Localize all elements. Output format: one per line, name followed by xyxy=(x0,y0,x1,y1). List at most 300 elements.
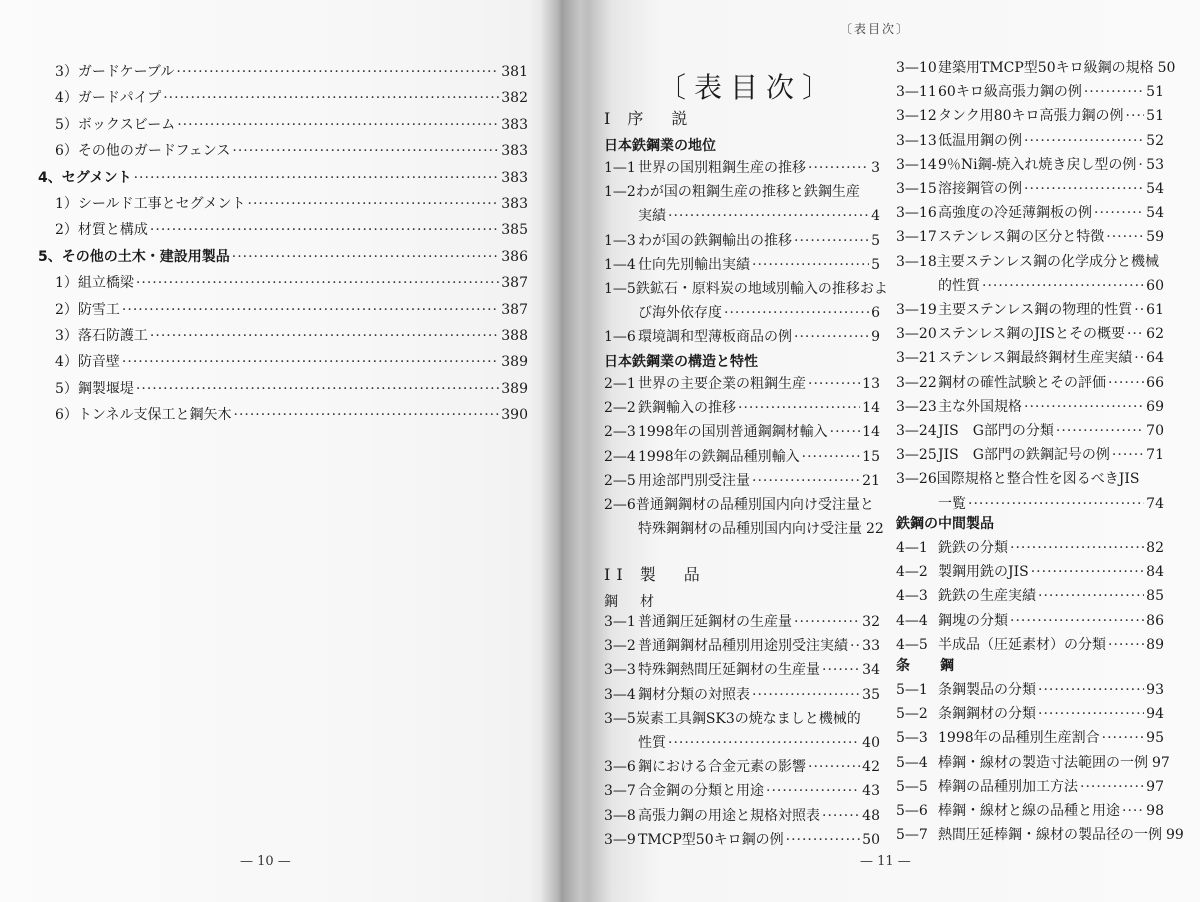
table-entry xyxy=(604,660,880,680)
table-entry-label: 1998年の品種別生産割合 xyxy=(938,730,1100,747)
table-entry-label: 鋼材の確性試験とその評価 xyxy=(938,374,1106,391)
table-entry-page: 84 xyxy=(1146,564,1164,581)
table-entry-label: 熱間圧延棒鋼・線材の製品径の一例 xyxy=(938,827,1162,844)
table-entry xyxy=(604,612,880,632)
table-entry-number: 1—4 xyxy=(604,256,636,273)
page-title: 〔表目次〕 xyxy=(658,71,839,104)
dot-leader xyxy=(1106,227,1144,247)
table-entry xyxy=(896,373,1164,393)
table-entry-label: 用途部門別受注量 xyxy=(638,472,750,489)
table-entry-page: 54 xyxy=(1146,181,1164,197)
table-entry-number: 3—13 xyxy=(896,132,937,149)
dot-leader xyxy=(234,405,500,425)
dot-leader xyxy=(850,636,860,656)
toc-entry xyxy=(55,194,528,214)
table-entry-page: 99 xyxy=(1166,827,1184,844)
dot-leader xyxy=(232,247,500,267)
table-entry-number: 5—5 xyxy=(896,778,928,795)
table-entry-number: 4—1 xyxy=(896,540,928,556)
table-entry xyxy=(896,562,1164,582)
table-entry-label: 半成品（圧延素材）の分類 xyxy=(938,636,1106,653)
dot-leader xyxy=(122,352,499,372)
table-entry-number: 5—2 xyxy=(896,706,928,723)
dot-leader xyxy=(752,255,869,275)
table-entry-label-cont: 一覧 xyxy=(938,495,966,512)
table-entry-number: 3—12 xyxy=(896,108,937,125)
dot-leader xyxy=(248,194,500,214)
toc-entry xyxy=(55,88,528,108)
table-entry-page: 50 xyxy=(1157,60,1176,76)
table-entry-number: 3—8 xyxy=(604,807,636,824)
toc-entry-page: 383 xyxy=(501,169,528,186)
table-entry-number: 3—15 xyxy=(896,181,937,197)
dot-leader xyxy=(1138,155,1144,175)
table-entry-label: 建築用TMCP型50キロ級鋼の規格 xyxy=(938,60,1154,76)
table-entry xyxy=(604,398,880,418)
toc-entry xyxy=(55,220,528,240)
table-entry xyxy=(896,777,1164,797)
toc-entry-page: 390 xyxy=(501,407,528,424)
table-entry-label: 炭素工具鋼SK3の焼なましと機械的 xyxy=(635,710,861,727)
table-entry-page: 13 xyxy=(862,376,880,392)
table-entry xyxy=(896,397,1164,417)
table-entry-page: 97 xyxy=(1152,754,1170,771)
dot-leader xyxy=(1134,348,1144,368)
dot-leader xyxy=(176,62,499,82)
group-heading-3: 鋼 材 xyxy=(604,594,658,610)
table-entry-page: 62 xyxy=(1146,326,1164,343)
table-entry-number: 2—6 xyxy=(604,497,636,513)
table-entry xyxy=(638,206,880,226)
table-entry xyxy=(896,538,1164,558)
table-entry-page: 14 xyxy=(862,400,880,417)
table-entry-page: 48 xyxy=(862,807,880,824)
dot-leader xyxy=(1080,777,1144,797)
dot-leader xyxy=(1122,801,1144,821)
table-entry-number: 4—2 xyxy=(896,564,928,581)
left-page xyxy=(0,0,560,902)
table-entry-number: 3—11 xyxy=(896,84,937,101)
table-entry-label: 国際規格と整合性を図るべきJIS xyxy=(936,471,1140,488)
table-entry-label: 製鋼用銑のJIS xyxy=(938,564,1029,581)
table-entry-number: 5—6 xyxy=(896,803,928,819)
table-entry-number: 3—6 xyxy=(604,759,636,776)
table-entry xyxy=(604,422,880,442)
table-entry-label: 溶接鋼管の例 xyxy=(938,181,1022,197)
dot-leader xyxy=(134,168,500,188)
toc-entry-label: 4）防音壁 xyxy=(55,354,120,371)
table-entry-page: 3 xyxy=(871,160,880,176)
table-entry-page: 34 xyxy=(862,662,880,679)
table-entry-number: 5—7 xyxy=(896,827,928,844)
table-entry-label-cont: び海外依存度 xyxy=(638,305,722,322)
table-entry-page: 98 xyxy=(1146,803,1164,819)
table-entry xyxy=(638,733,880,753)
table-entry-label: TMCP型50キロ鋼の例 xyxy=(638,831,784,848)
table-entry xyxy=(896,801,1164,821)
toc-entry xyxy=(55,379,528,399)
toc-entry-page: 389 xyxy=(501,380,528,397)
table-entry-label: わが国の鉄鋼輸出の推移 xyxy=(638,232,792,249)
toc-entry-page: 385 xyxy=(501,222,528,239)
dot-leader xyxy=(1102,728,1145,748)
table-entry-label: 鉄鋼輸入の推移 xyxy=(638,400,736,417)
table-entry xyxy=(638,519,884,539)
part-heading-1: I 序 説 xyxy=(604,109,694,128)
toc-entry-label: 6）その他のガードフェンス xyxy=(55,143,231,160)
table-entry-number: 1—2 xyxy=(604,184,636,201)
dot-leader xyxy=(136,379,499,399)
table-entry xyxy=(896,445,1164,465)
table-entry-page: 70 xyxy=(1146,423,1164,439)
table-entry xyxy=(896,58,1176,78)
table-entry-label: JIS G部門の分類 xyxy=(938,423,1054,439)
toc-entry-label: 1）組立橋梁 xyxy=(55,275,134,292)
table-entry xyxy=(604,830,880,850)
dot-leader xyxy=(1024,131,1144,151)
toc-entry-page: 386 xyxy=(501,248,528,265)
table-entry-number: 1—5 xyxy=(604,281,636,297)
table-entry xyxy=(896,179,1164,199)
table-entry-label: 銑鉄の分類 xyxy=(938,540,1008,556)
table-entry-number: 2—2 xyxy=(604,400,636,417)
dot-leader xyxy=(1024,397,1144,417)
table-entry-number: 1—1 xyxy=(604,160,636,176)
toc-entry xyxy=(55,405,528,425)
table-entry-page: 60 xyxy=(1146,277,1164,294)
dot-leader xyxy=(177,115,499,135)
dot-leader xyxy=(802,447,861,467)
table-entry-page: 69 xyxy=(1146,398,1164,415)
dot-leader xyxy=(830,422,861,442)
dot-leader xyxy=(808,158,869,178)
toc-entry xyxy=(55,273,528,293)
table-entry-page: 15 xyxy=(862,448,880,465)
table-entry xyxy=(896,728,1164,748)
dot-leader xyxy=(668,733,860,753)
table-entry-page: 21 xyxy=(862,472,880,489)
table-entry-label: 棒鋼・線材の製造寸法範囲の一例 xyxy=(938,754,1148,771)
table-entry-number: 3—22 xyxy=(896,374,937,391)
table-entry xyxy=(604,255,880,275)
table-entry-page: 66 xyxy=(1146,374,1164,391)
table-entry-label: タンク用80キロ高張力鋼の例 xyxy=(938,108,1124,125)
dot-leader xyxy=(794,612,860,632)
table-entry-label: 高強度の冷延薄鋼板の例 xyxy=(938,205,1092,222)
table-entry-label: 銑鉄の生産実績 xyxy=(938,588,1036,605)
dot-leader xyxy=(822,660,860,680)
dot-leader xyxy=(982,276,1144,296)
table-entry-label-cont: 特殊鋼鋼材の品種別国内向け受注量 xyxy=(638,521,862,538)
dot-leader xyxy=(786,830,861,850)
table-entry xyxy=(604,806,880,826)
table-entry-label: JIS G部門の鉄鋼記号の例 xyxy=(938,447,1110,464)
table-entry-label-cont: 性質 xyxy=(638,735,666,751)
table-entry xyxy=(896,680,1164,700)
table-entry xyxy=(896,825,1184,845)
table-entry-number: 3—16 xyxy=(896,205,937,222)
table-entry xyxy=(896,106,1164,126)
table-entry-line xyxy=(604,279,888,299)
dot-leader xyxy=(794,327,869,347)
table-entry xyxy=(896,203,1164,223)
table-entry-page: 94 xyxy=(1146,706,1164,723)
table-entry-number: 3—5 xyxy=(604,710,636,727)
group-heading-5: 条 鋼 xyxy=(896,658,962,674)
table-entry-label: 鋼における合金元素の影響 xyxy=(638,759,806,776)
table-entry xyxy=(604,231,880,251)
table-entry-number: 3—20 xyxy=(896,326,937,343)
table-entry-page: 42 xyxy=(862,759,880,776)
table-entry xyxy=(896,704,1164,724)
table-entry-line xyxy=(604,182,860,202)
table-entry xyxy=(604,471,880,491)
table-entry-label: 条鋼製品の分類 xyxy=(938,682,1036,698)
dot-leader xyxy=(1056,421,1144,441)
dot-leader xyxy=(1126,106,1145,126)
table-entry-label: 世界の主要企業の粗鋼生産 xyxy=(638,376,806,392)
table-entry-label: 主な外国規格 xyxy=(938,398,1022,415)
table-entry xyxy=(896,611,1164,631)
dot-leader xyxy=(1094,203,1144,223)
table-entry xyxy=(604,447,880,467)
table-entry-label: 普通鋼鋼材の品種別国内向け受注量と xyxy=(635,497,874,513)
table-entry xyxy=(896,348,1164,368)
table-entry xyxy=(604,158,880,178)
table-entry xyxy=(896,82,1164,102)
table-entry-number: 3—19 xyxy=(896,302,937,318)
dot-leader xyxy=(1031,562,1144,582)
table-entry-number: 4—5 xyxy=(896,636,928,653)
table-entry-number: 3—25 xyxy=(896,447,937,464)
table-entry-page: 43 xyxy=(862,783,880,800)
table-entry-page: 74 xyxy=(1146,495,1164,512)
dot-leader xyxy=(1038,680,1144,700)
table-entry-page: 95 xyxy=(1146,730,1164,747)
table-entry xyxy=(896,635,1164,655)
table-entry-number: 3—3 xyxy=(604,662,636,679)
table-entry-number: 3—7 xyxy=(604,783,636,800)
dot-leader xyxy=(122,300,499,320)
toc-entry-label: 1）シールド工事とセグメント xyxy=(55,196,246,212)
table-entry-page: 64 xyxy=(1146,350,1164,367)
table-entry xyxy=(896,300,1164,320)
table-entry-line xyxy=(896,252,1159,272)
table-entry-number: 2—1 xyxy=(604,376,636,392)
table-entry-number: 3—4 xyxy=(604,686,636,703)
table-entry-page: 33 xyxy=(862,638,880,655)
table-entry-label: 環境調和型薄板商品の例 xyxy=(638,329,792,346)
table-entry xyxy=(896,586,1164,606)
dot-leader xyxy=(1084,82,1144,102)
table-entry xyxy=(604,636,880,656)
toc-entry-page: 383 xyxy=(501,196,528,212)
table-entry-page: 5 xyxy=(871,256,880,273)
table-entry-number: 3—17 xyxy=(896,229,937,246)
table-entry-page: 51 xyxy=(1146,84,1164,101)
dot-leader xyxy=(752,685,860,705)
table-entry-label: 世界の国別粗鋼生産の推移 xyxy=(638,160,806,176)
dot-leader xyxy=(1010,538,1144,558)
table-entry-label: 鋼材分類の対照表 xyxy=(638,686,750,703)
table-entry xyxy=(896,421,1164,441)
table-entry xyxy=(896,324,1164,344)
dot-leader xyxy=(724,303,869,323)
table-entry-label: 低温用鋼の例 xyxy=(938,132,1022,149)
toc-entry xyxy=(55,141,528,161)
toc-entry xyxy=(55,326,528,346)
table-entry-page: 52 xyxy=(1146,132,1164,149)
toc-entry-label: 2）材質と構成 xyxy=(55,222,148,239)
table-entry-label-cont: 的性質 xyxy=(938,277,980,294)
table-entry-page: 71 xyxy=(1146,447,1164,464)
table-entry-number: 3—10 xyxy=(896,60,937,76)
right-page xyxy=(570,0,1200,902)
dot-leader xyxy=(808,757,860,777)
table-entry-label: 主要ステンレス鋼の物理的性質 xyxy=(938,302,1133,318)
dot-leader xyxy=(968,494,1144,514)
table-entry xyxy=(604,327,880,347)
dot-leader xyxy=(150,220,499,240)
table-entry-number: 3—14 xyxy=(896,156,937,173)
toc-entry-page: 387 xyxy=(501,301,528,318)
table-entry-number: 4—3 xyxy=(896,588,928,605)
table-entry xyxy=(604,781,880,801)
table-entry-label: 鉄鉱石・原料炭の地域別輸入の推移およ xyxy=(635,281,888,297)
toc-entry xyxy=(55,352,528,372)
table-entry-page: 51 xyxy=(1146,108,1164,125)
toc-entry-page: 383 xyxy=(501,116,528,133)
toc-entry-label: 4）ガードパイプ xyxy=(55,90,162,107)
table-entry-label: 1998年の鉄鋼品種別輸入 xyxy=(638,448,800,465)
table-entry-page: 35 xyxy=(862,686,880,703)
table-entry-page: 5 xyxy=(871,232,880,249)
dot-leader xyxy=(668,206,869,226)
dot-leader xyxy=(752,471,860,491)
table-entry-label: 高張力鋼の用途と規格対照表 xyxy=(638,807,820,824)
table-entry-page: 86 xyxy=(1146,612,1164,629)
dot-leader xyxy=(1024,179,1144,199)
toc-entry-label: 6）トンネル支保工と鋼矢木 xyxy=(55,407,232,424)
group-heading-4: 鉄鋼の中間製品 xyxy=(896,516,994,532)
table-entry-label: 棒鋼・線材と線の品種と用途 xyxy=(938,803,1120,819)
dot-leader xyxy=(1108,373,1144,393)
table-entry-number: 4—4 xyxy=(896,612,928,629)
table-entry-number: 3—23 xyxy=(896,398,937,415)
dot-leader xyxy=(1112,445,1144,465)
table-entry-page: 53 xyxy=(1146,156,1164,173)
toc-entry-label: 5）鋼製堰堤 xyxy=(55,380,134,397)
table-entry-number: 3—2 xyxy=(604,638,636,655)
table-entry-number: 3—26 xyxy=(896,471,937,488)
dot-leader xyxy=(1038,586,1144,606)
table-entry-label: 普通鋼鋼材品種別用途別受注実績 xyxy=(638,638,848,655)
table-entry-number: 2—3 xyxy=(604,424,636,441)
toc-entry-label: 2）防雪工 xyxy=(55,301,120,318)
table-entry-page: 32 xyxy=(862,614,880,630)
table-entry xyxy=(896,155,1164,175)
table-entry-number: 3—9 xyxy=(604,831,636,848)
table-entry-page: 6 xyxy=(871,305,880,322)
table-entry-page: 14 xyxy=(862,424,880,441)
table-entry-label: ステンレス鋼最終鋼材生産実績 xyxy=(938,350,1133,367)
table-entry-label: 60キロ級高張力鋼の例 xyxy=(938,84,1082,101)
toc-entry-page: 389 xyxy=(501,354,528,371)
group-heading-1: 日本鉄鋼業の地位 xyxy=(604,138,716,154)
table-entry-label: 1998年の国別普通鋼鋼材輸入 xyxy=(638,424,828,441)
toc-entry-label: 5）ボックスビーム xyxy=(55,116,176,133)
toc-entry xyxy=(55,62,528,82)
toc-entry xyxy=(38,247,528,267)
dot-leader xyxy=(766,781,860,801)
table-entry-number: 3—24 xyxy=(896,423,937,439)
table-entry-page: 89 xyxy=(1146,636,1164,653)
table-entry-page: 50 xyxy=(862,831,880,848)
table-entry-number: 1—3 xyxy=(604,232,636,249)
dot-leader xyxy=(794,231,869,251)
table-entry-number: 3—18 xyxy=(896,253,937,270)
dot-leader xyxy=(163,88,499,108)
table-entry-page: 4 xyxy=(871,208,880,225)
table-entry-page: 59 xyxy=(1146,229,1164,246)
table-entry-label: 9％Ni鋼-焼入れ焼き戻し型の例 xyxy=(938,156,1137,173)
table-entry-label: 仕向先別輸出実績 xyxy=(638,256,750,273)
dot-leader xyxy=(232,141,499,161)
table-entry-page: 40 xyxy=(862,735,880,751)
table-entry-page: 22 xyxy=(866,521,884,538)
dot-leader xyxy=(150,326,499,346)
table-entry-page: 54 xyxy=(1146,205,1164,222)
dot-leader xyxy=(822,806,860,826)
table-entry-label: 条鋼鋼材の分類 xyxy=(938,706,1036,723)
table-entry-label: 普通鋼圧延鋼材の生産量 xyxy=(638,614,792,630)
right-folio: — 11 — xyxy=(860,854,911,869)
toc-entry-label: 4、セグメント xyxy=(38,169,132,186)
dot-leader xyxy=(1127,324,1144,344)
group-heading-2: 日本鉄鋼業の構造と特性 xyxy=(604,354,758,370)
table-entry-number: 1—6 xyxy=(604,329,636,346)
toc-entry xyxy=(38,168,528,188)
table-entry-label: 棒鋼の品種別加工方法 xyxy=(938,778,1078,795)
table-entry-number: 5—1 xyxy=(896,682,928,698)
table-entry xyxy=(604,757,880,777)
table-entry-page: 93 xyxy=(1146,682,1164,698)
dot-leader xyxy=(1108,635,1144,655)
table-entry xyxy=(638,303,880,323)
table-entry-page: 97 xyxy=(1146,778,1164,795)
table-entry-label: わが国の粗鋼生産の推移と鉄鋼生産 xyxy=(635,184,860,201)
toc-entry-page: 381 xyxy=(501,64,528,80)
running-head: 〔表目次〕 xyxy=(840,22,911,36)
table-entry-number: 3—1 xyxy=(604,614,636,630)
toc-entry-label: 3）ガードケーブル xyxy=(55,64,175,80)
dot-leader xyxy=(808,374,860,394)
table-entry xyxy=(938,276,1164,296)
table-entry-label: 特殊鋼熱間圧延鋼材の生産量 xyxy=(638,662,820,679)
table-entry-label-cont: 実績 xyxy=(638,208,666,225)
dot-leader xyxy=(738,398,860,418)
table-entry-label: ステンレス鋼のJISとその概要 xyxy=(938,326,1125,343)
toc-entry-label: 5、その他の土木・建設用製品 xyxy=(38,248,230,265)
table-entry xyxy=(604,685,880,705)
dot-leader xyxy=(1010,611,1144,631)
table-entry-label: 合金鋼の分類と用途 xyxy=(638,783,764,800)
table-entry-page: 61 xyxy=(1146,302,1164,318)
toc-entry-page: 382 xyxy=(501,90,528,107)
toc-entry xyxy=(55,115,528,135)
table-entry-number: 2—5 xyxy=(604,472,636,489)
table-entry-label: ステンレス鋼の区分と特徴 xyxy=(938,229,1105,246)
